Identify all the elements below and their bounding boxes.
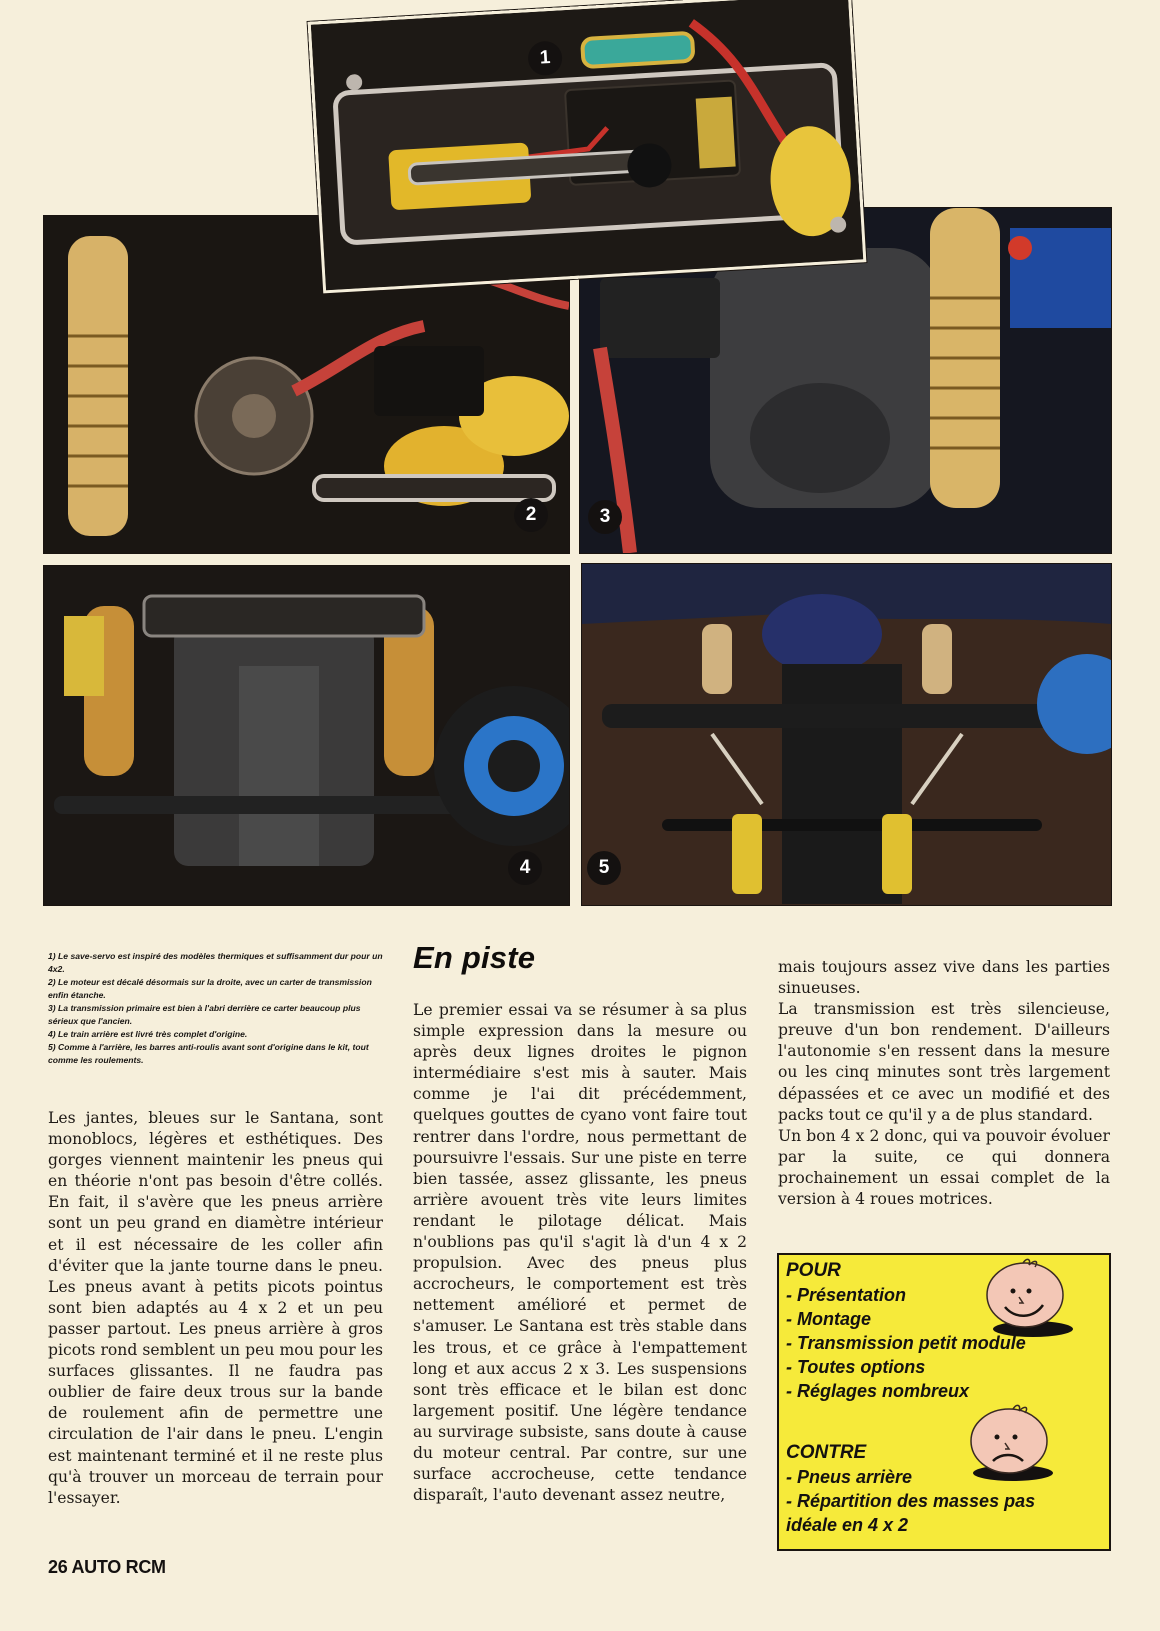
pour-item: - Toutes options [786, 1357, 926, 1377]
section-heading: En piste [413, 940, 536, 975]
caption-5: 5) Comme à l'arrière, les barres anti-roulis avant sont d'origine dans le kit, tout comme les roulements. [48, 1042, 369, 1065]
pour-item: - Montage [786, 1309, 871, 1329]
contre-title: CONTRE [786, 1442, 867, 1463]
pour-list [786, 1283, 1026, 1403]
pour-item: - Réglages nombreux [786, 1381, 970, 1401]
photo-captions [48, 950, 384, 1067]
servo-illustration [311, 0, 863, 290]
article-left-column: Les jantes, bleues sur le Santana, sont monoblocs, légères et esthétiques. Des gorges viennent maintenir les pneus qui en théorie n'ont pas besoin d'être collés. En fait, il s'avère que les pneus arrière sont un peu grand en diamètre intérieur et il est nécessaire de les coller afin d'éviter que la jante tourne dans le pneu. Les pneus avant à petits picots pointus sont bien adaptés au 4 x 2 et un peu passer partout. Les pneus arrière à gros picots rond semblent un peu mou pour les surfaces glissantes. Il ne faudra pas oublier de faire deux trous sur la bande de roulement afin de permettre une circulation de l'air dans le pneu. L'engin est maintenant terminé et il ne reste plus qu'à trouver un morceau de terrain pour l'essayer. [48, 1109, 383, 1507]
photo-number: 2 [514, 498, 548, 532]
magazine-name: AUTO RCM [71, 1557, 166, 1577]
contre-item: - Pneus arrière [786, 1467, 913, 1487]
article-paragraph: Un bon 4 x 2 donc, qui va pouvoir évoluer par la suite, ce qui donnera prochainement un essai complet de la version à 4 roues motrices. [778, 1126, 1110, 1209]
pour-title: POUR [786, 1260, 841, 1281]
article-paragraph: La transmission est très silencieuse, preuve d'un bon rendement. D'ailleurs l'autonomie s'en ressent dans la mesure ou les cinq minutes sont très largement dépassées et ce avec un modifié et des packs tout ce qu'il y a de plus standard. [778, 1000, 1110, 1124]
article-paragraph: mais toujours assez vive dans les parties sinueuses. [778, 958, 1110, 998]
caption-1: 1) Le save-servo est inspiré des modèles thermiques et suffisamment dur pour un 4x2. [48, 951, 383, 974]
photo-servo-saver [308, 0, 867, 293]
photo-number: 4 [508, 851, 542, 885]
rear-train-illustration [44, 566, 569, 905]
contre-item: idéale en 4 x 2 [786, 1515, 909, 1535]
photo-rear-train [44, 566, 569, 905]
article-right-column [778, 957, 1110, 1210]
caption-2: 2) Le moteur est décalé désormais sur la droite, avec un carter de transmission enfin étanche. [48, 977, 372, 1000]
page-footer [48, 1557, 166, 1578]
front-train-illustration [582, 564, 1111, 905]
pour-item: - Présentation [786, 1285, 907, 1305]
verdict-box [777, 1253, 1111, 1551]
photo-number: 5 [587, 851, 621, 885]
article-middle-column: Le premier essai va se résumer à sa plus simple expression dans la mesure ou après deux lignes droites le pignon intermédiaire s'est mis à sauter. Mais comme je l'ai dit précédemment, quelques gouttes de cyano vont faire tout rentrer dans l'ordre, nous permettant de poursuivre l'essais. Sur une piste en terre bien tassée, assez glissante, les pneus arrière avouent très vite leurs limites rendant le pilotage délicat. Mais n'oublions pas qu'il s'agit là d'un 4 x 2 propulsion. Avec des pneus plus accrocheurs, le comportement est très nettement amélioré et permet de s'amuser. Le Santana est très stable dans les trous, et ce grâce à l'empattement long et aux accus 2 x 3. Les suspensions sont très efficace et le bilan est donc largement positif. Une légère tendance au survirage subsiste, sans doute à cause du moteur central. Par contre, sur une surface accrocheuse, cette tendance disparaît, l'auto devenant assez neutre, [413, 1001, 747, 1505]
photo-front-train [582, 564, 1111, 905]
photo-number: 3 [588, 500, 622, 534]
caption-4: 4) Le train arrière est livré très complet d'origine. [48, 1029, 248, 1039]
contre-list [786, 1465, 1035, 1537]
contre-item: - Répartition des masses pas [786, 1491, 1036, 1511]
photo-number: 1 [527, 40, 563, 76]
caption-3: 3) La transmission primaire est bien à l'abri derrière ce carter beaucoup plus sérieux que l'ancien. [48, 1003, 361, 1026]
pour-item: - Transmission petit module [786, 1333, 1026, 1353]
page-number: 26 [48, 1557, 68, 1577]
